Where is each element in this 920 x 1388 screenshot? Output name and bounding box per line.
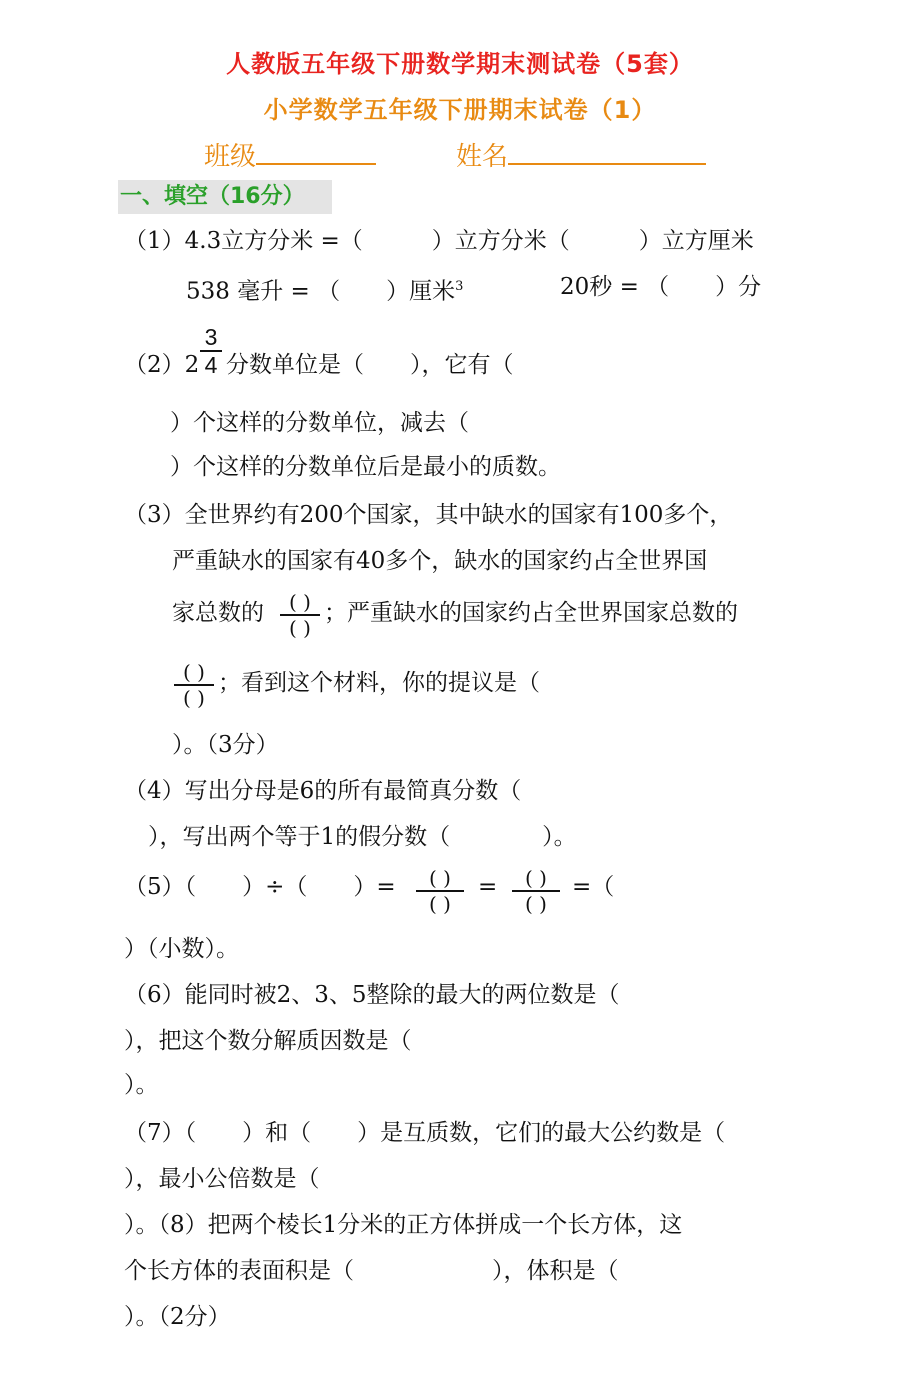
q4-line1: （4）写出分母是6的所有最简真分数（ [124, 778, 522, 804]
q1-line2-sup: 3 [455, 279, 464, 294]
q5-part-b: =（ [572, 874, 615, 900]
q6-line2: ），把这个数分解质因数是（ [124, 1028, 412, 1054]
section-heading: 一、填空（16分） [118, 180, 332, 214]
q3-line3-a: 家总数的 [172, 600, 264, 626]
name-blank[interactable] [508, 141, 706, 165]
q5-blank-fraction-1[interactable] [416, 868, 464, 914]
blank-frac-numerator: ( ) [289, 590, 311, 614]
blank-frac-denominator: ( ) [289, 616, 311, 640]
q3-blank-fraction-2[interactable] [174, 662, 214, 708]
document-subtitle: 小学数学五年级下册期末试卷（1） [263, 96, 657, 124]
blank-frac-numerator: ( ) [525, 866, 547, 890]
class-blank[interactable] [256, 141, 376, 165]
q3-line4: ；看到这个材料，你的提议是（ [218, 670, 540, 696]
q2-frac-numerator: 3 [204, 324, 218, 350]
q2-prefix: （2）2 [124, 352, 200, 378]
class-field [204, 136, 376, 173]
q5-equals: = [478, 874, 498, 900]
name-label: 姓名 [456, 142, 509, 172]
q1-line2-b: 20秒 = （ ）分 [560, 274, 762, 300]
q3-line2: 严重缺水的国家有40多个，缺水的国家约占全世界国 [172, 548, 708, 574]
q5-part-a: （5）（ ）÷（ ）= [124, 874, 396, 900]
q6-line3: ）。 [124, 1072, 159, 1098]
q2-line3: ）个这样的分数单位后是最小的质数。 [170, 454, 561, 480]
q3-line1: （3）全世界约有200个国家，其中缺水的国家有100多个， [124, 502, 733, 528]
name-field [456, 136, 706, 173]
q3-line3-b: ；严重缺水的国家约占全世界国家总数的 [324, 600, 738, 626]
q7-line1: （7）（ ）和（ ）是互质数，它们的最大公约数是（ [124, 1120, 726, 1146]
q2-line2: ）个这样的分数单位，减去（ [170, 410, 469, 436]
blank-frac-numerator: ( ) [429, 866, 451, 890]
blank-frac-numerator: ( ) [183, 660, 205, 684]
q1-line2-a [186, 272, 463, 307]
q2-fraction [200, 326, 222, 376]
q3-line5: ）。（3分） [172, 732, 279, 758]
q8-line3: ）。（2分） [124, 1304, 231, 1330]
class-label: 班级 [204, 142, 257, 172]
q1-line1: （1）4.3立方分米 =（ ）立方分米（ ）立方厘米 [124, 228, 754, 254]
q4-line2: ），写出两个等于1的假分数（ ）。 [148, 824, 577, 850]
q1-line2-text: 538 毫升 = （ ）厘米 [186, 278, 456, 305]
q6-line1: （6）能同时被2、3、5整除的最大的两位数是（ [124, 982, 620, 1008]
q7-line2: ），最小公倍数是（ [124, 1166, 320, 1192]
blank-frac-denominator: ( ) [525, 892, 547, 916]
q5-blank-fraction-2[interactable] [512, 868, 560, 914]
blank-frac-denominator: ( ) [183, 686, 205, 710]
q8-line2: 个长方体的表面积是（ ），体积是（ [124, 1258, 619, 1284]
q2-rest: 分数单位是（ ），它有（ [226, 352, 514, 378]
q3-blank-fraction-1[interactable] [280, 592, 320, 638]
blank-frac-denominator: ( ) [429, 892, 451, 916]
q8-line1: ）。（8）把两个棱长1分米的正方体拼成一个长方体，这 [124, 1212, 683, 1238]
q5-line2: ）（小数）。 [124, 936, 239, 962]
q2-frac-denominator: 4 [204, 352, 218, 378]
document-title: 人教版五年级下册数学期末测试卷（5套） [226, 50, 694, 78]
